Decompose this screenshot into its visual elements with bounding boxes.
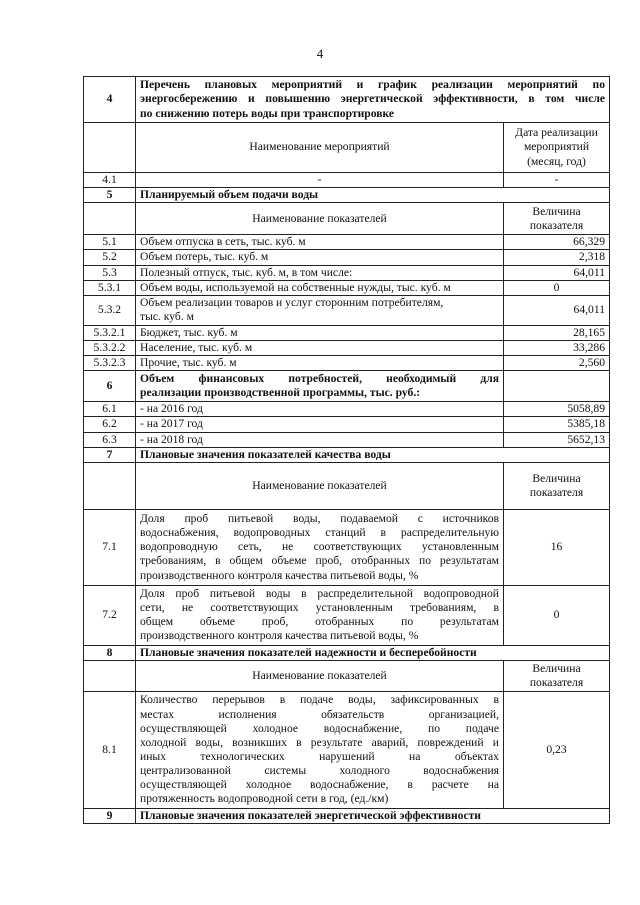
table-row: [84, 417, 610, 432]
production-program-table: [83, 76, 610, 824]
empty-cell: [84, 123, 136, 173]
section-6-header: [84, 371, 610, 402]
section-7-column-headers: [84, 462, 610, 509]
row-name: Доля проб питьевой воды в распределительной водопроводной сети, не соответствующих установленным требованиям, в общем объеме проб, отобранных по результатам производственного контроля качества питьевой воды, %: [136, 585, 504, 645]
row-name: Доля проб питьевой воды, подаваемой с источников водоснабжения, водопроводных станций в распределительную водопроводную сеть, не соответствующих установленным требованиям, в общем объеме проб, отобранных по результатам производственного контроля качества питьевой воды, %: [136, 509, 504, 585]
row-value: 5652,13: [504, 432, 610, 447]
table-row: [84, 356, 610, 371]
row-name: Количество перерывов в подаче воды, зафиксированных в местах исполнения обязательств организацией, осуществляющей холодное водоснабжение, по подаче холодной воды, возникших в результате аварий, повреждений и иных технологических нарушений на объектах централизованной системы холодного водоснабжения осуществляющей холодное водоснабжение, в расчете на протяженность водопроводной сети в год, (ед./км): [136, 691, 504, 808]
row-value: -: [504, 173, 610, 188]
row-value: 28,165: [504, 325, 610, 340]
column-header-name: Наименование показателей: [136, 203, 504, 235]
row-number: 5.3.2: [84, 295, 136, 325]
table-row: [84, 250, 610, 265]
row-number: 5.3.2.2: [84, 340, 136, 355]
row-value: 5385,18: [504, 417, 610, 432]
row-value: 64,011: [504, 265, 610, 280]
section-8-header: [84, 645, 610, 660]
section-number: 7: [84, 447, 136, 462]
section-title: Плановые значения показателей надежности и бесперебойности: [136, 645, 610, 660]
row-number: 6.2: [84, 417, 136, 432]
row-name: - на 2017 год: [136, 417, 504, 432]
column-header-value: Величина показателя: [504, 203, 610, 235]
table-row: [84, 280, 610, 295]
section-title: Плановые значения показателей качества воды: [136, 447, 610, 462]
table-row: [84, 295, 610, 325]
row-number: 5.3: [84, 265, 136, 280]
row-number: 5.3.2.1: [84, 325, 136, 340]
row-number: 4.1: [84, 173, 136, 188]
empty-cell: [84, 660, 136, 691]
section-5-header: [84, 188, 610, 203]
row-name: Объем потерь, тыс. куб. м: [136, 250, 504, 265]
section-title: Перечень плановых мероприятий и график реализации мероприятий по энергосбережению и повышению энергетической эффективности, в том числе по снижению потерь воды при транспортировке: [136, 77, 610, 123]
row-value: 0,23: [504, 691, 610, 808]
table-row: [84, 340, 610, 355]
row-number: 7.1: [84, 509, 136, 585]
section-number: 6: [84, 371, 136, 402]
row-name: Прочие, тыс. куб. м: [136, 356, 504, 371]
row-name: - на 2016 год: [136, 402, 504, 417]
section-4-header: [84, 77, 610, 123]
row-value: 33,286: [504, 340, 610, 355]
column-header-value: Величина показателя: [504, 462, 610, 509]
table-row: [84, 235, 610, 250]
row-number: 5.2: [84, 250, 136, 265]
row-name: Объем реализации товаров и услуг сторонним потребителям, тыс. куб. м: [136, 295, 504, 325]
section-title: Объем финансовых потребностей, необходимый для реализации производственной программы, тыс. руб.:: [136, 371, 504, 402]
section-number: 9: [84, 808, 136, 823]
section-number: 4: [84, 77, 136, 123]
row-number: 8.1: [84, 691, 136, 808]
row-number: 5.1: [84, 235, 136, 250]
row-number: 6.3: [84, 432, 136, 447]
column-header-value: Величина показателя: [504, 660, 610, 691]
row-name: - на 2018 год: [136, 432, 504, 447]
section-title: Плановые значения показателей энергетической эффективности: [136, 808, 610, 823]
table-row: [84, 509, 610, 585]
row-name: Объем воды, используемой на собственные нужды, тыс. куб. м: [136, 280, 504, 295]
section-5-column-headers: [84, 203, 610, 235]
column-header-name: Наименование показателей: [136, 660, 504, 691]
table-row: [84, 432, 610, 447]
row-value: 0: [504, 585, 610, 645]
empty-cell: [84, 203, 136, 235]
row-name: -: [136, 173, 504, 188]
empty-cell: [504, 371, 610, 402]
section-8-column-headers: [84, 660, 610, 691]
page-number: 4: [316, 46, 324, 61]
row-value: 16: [504, 509, 610, 585]
table-row: [84, 691, 610, 808]
row-value: 66,329: [504, 235, 610, 250]
table-row: [84, 325, 610, 340]
table-row: [84, 585, 610, 645]
row-name: Объем отпуска в сеть, тыс. куб. м: [136, 235, 504, 250]
section-4-column-headers: [84, 123, 610, 173]
row-name: Население, тыс. куб. м: [136, 340, 504, 355]
row-number: 5.3.1: [84, 280, 136, 295]
table-row: [84, 173, 610, 188]
table-row: [84, 402, 610, 417]
column-header-date: Дата реализации мероприятий (месяц, год): [504, 123, 610, 173]
row-name: Бюджет, тыс. куб. м: [136, 325, 504, 340]
row-value: 0: [504, 280, 610, 295]
row-number: 7.2: [84, 585, 136, 645]
empty-cell: [84, 462, 136, 509]
column-header-name: Наименование показателей: [136, 462, 504, 509]
table-row: [84, 265, 610, 280]
row-number: 5.3.2.3: [84, 356, 136, 371]
section-title: Планируемый объем подачи воды: [136, 188, 610, 203]
section-number: 8: [84, 645, 136, 660]
section-7-header: [84, 447, 610, 462]
row-value: 5058,89: [504, 402, 610, 417]
row-name: Полезный отпуск, тыс. куб. м, в том числе:: [136, 265, 504, 280]
section-number: 5: [84, 188, 136, 203]
section-9-header: [84, 808, 610, 823]
row-value: 64,011: [504, 295, 610, 325]
row-value: 2,560: [504, 356, 610, 371]
column-header-name: Наименование мероприятий: [136, 123, 504, 173]
row-value: 2,318: [504, 250, 610, 265]
row-number: 6.1: [84, 402, 136, 417]
